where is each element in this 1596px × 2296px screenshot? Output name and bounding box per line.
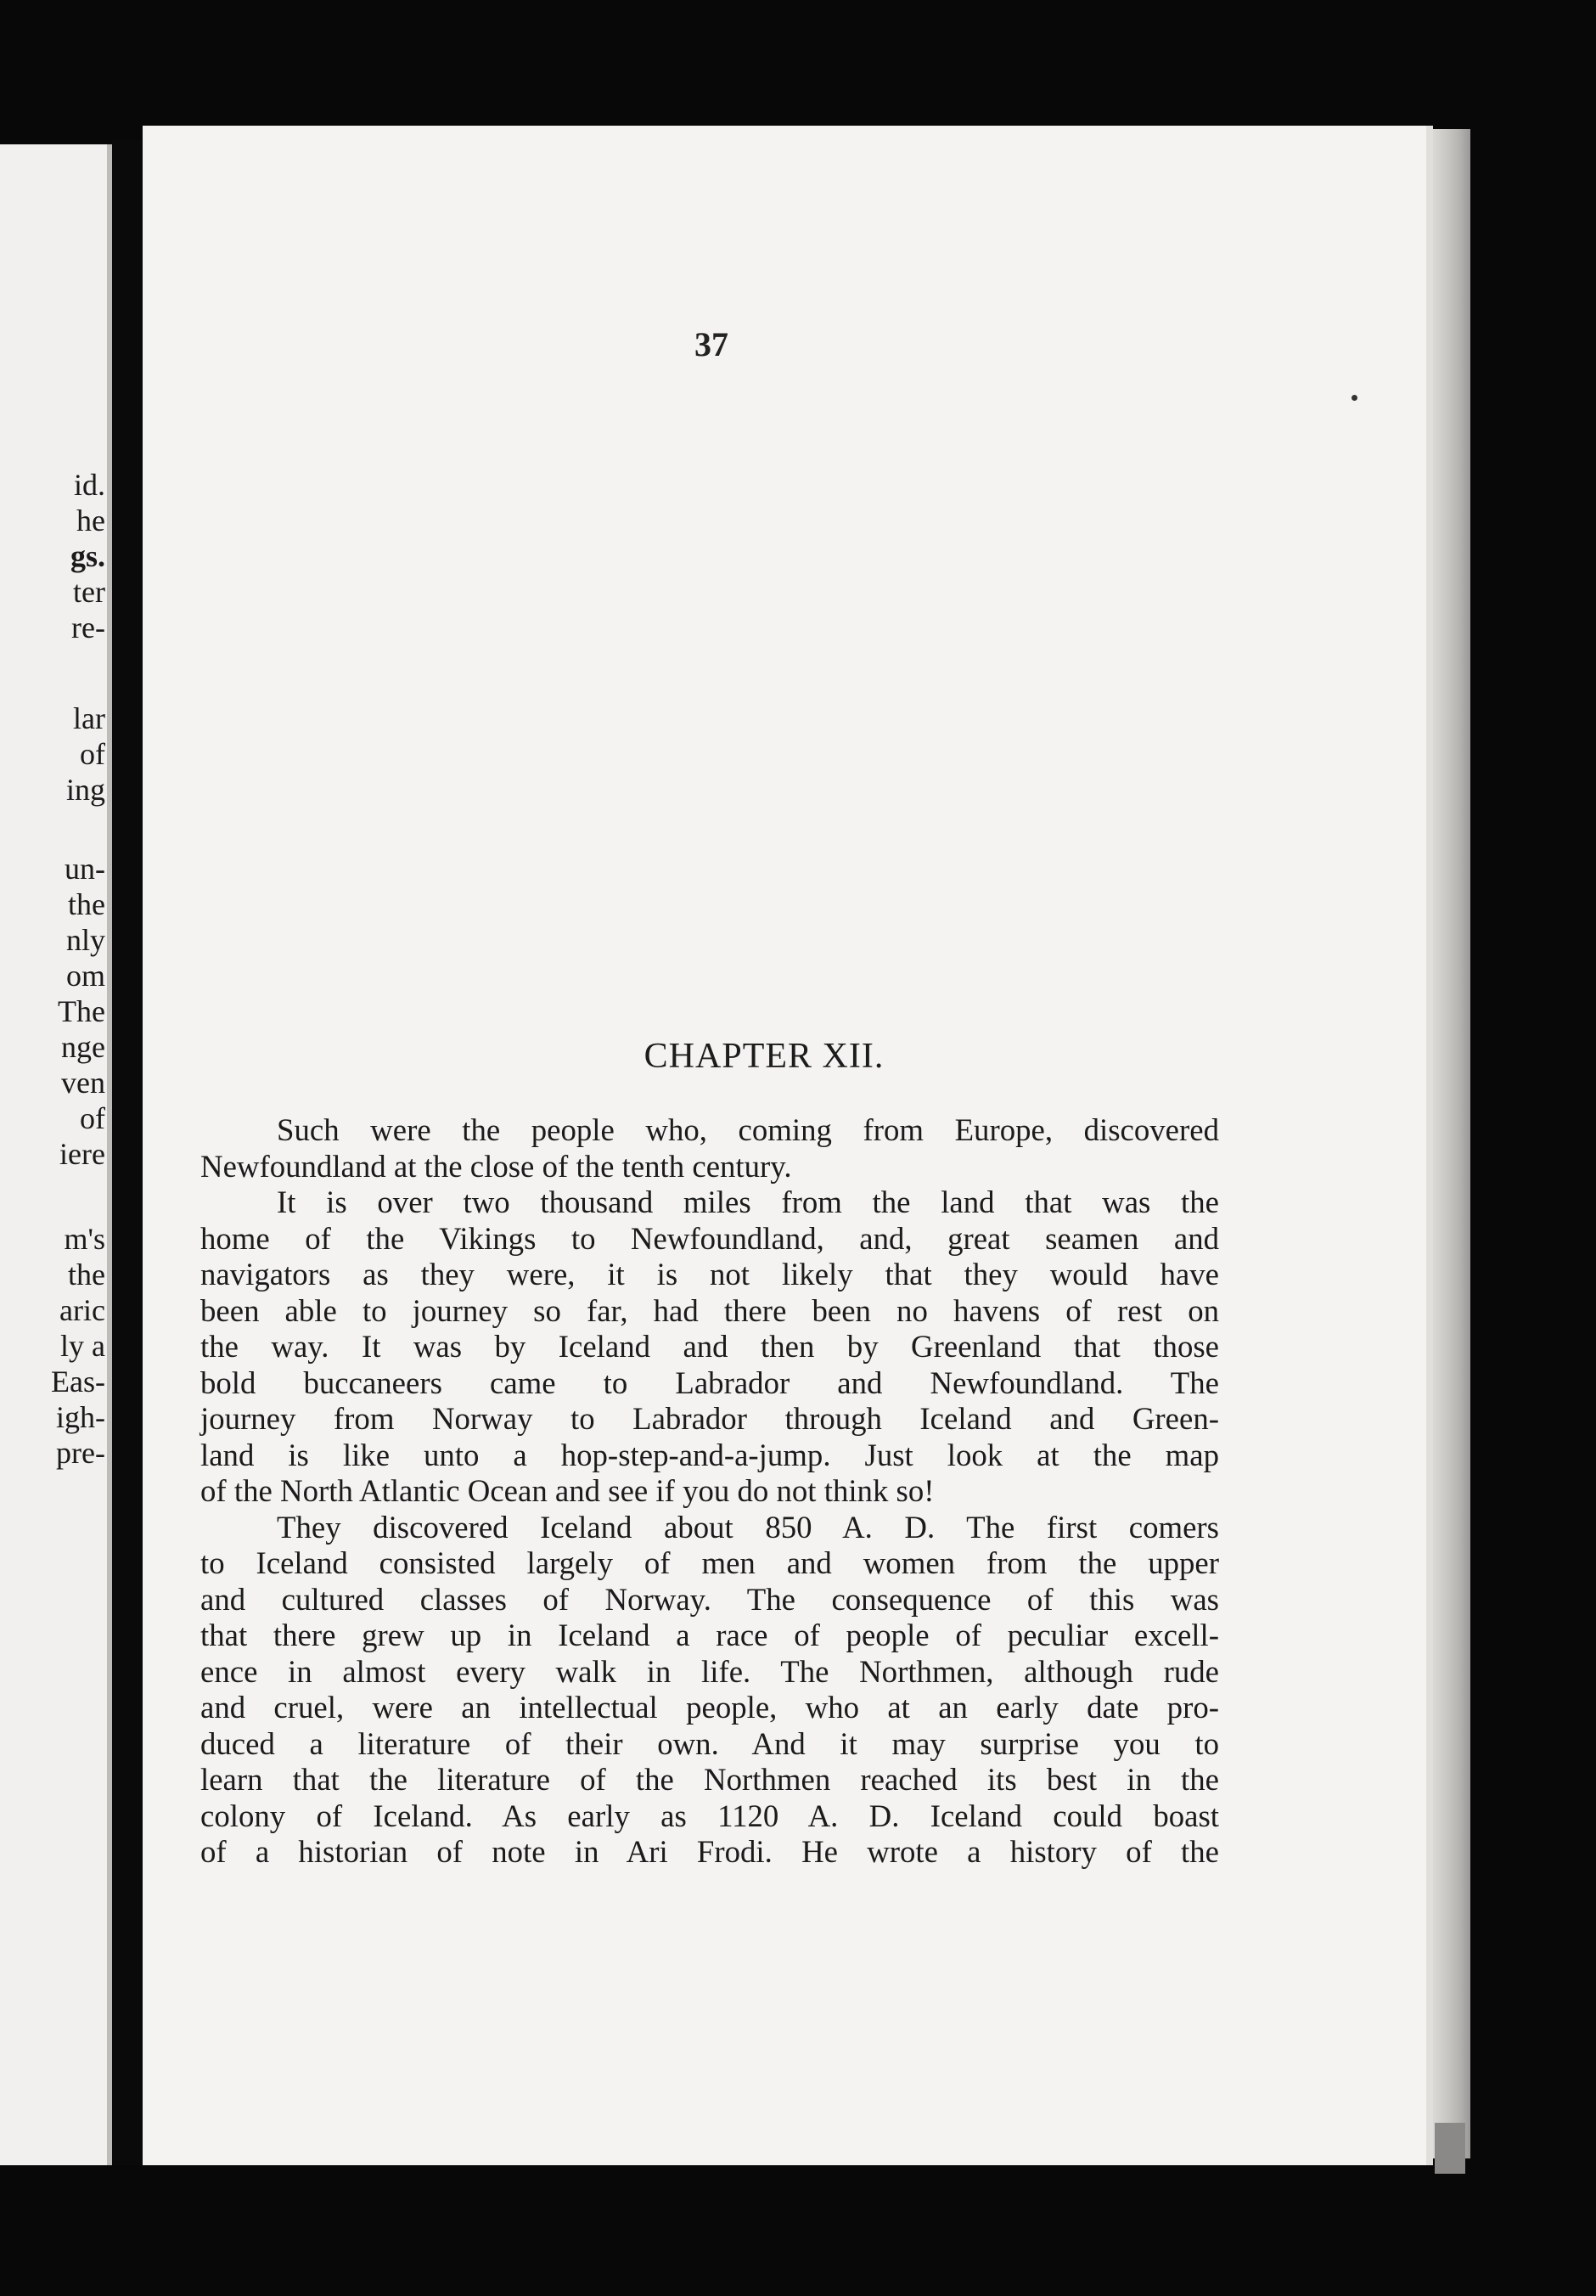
facing-fragment: ing [65, 773, 105, 807]
page-number: 37 [694, 325, 728, 363]
page-edges [1433, 129, 1470, 2158]
facing-fragment: un- [65, 852, 105, 886]
text-line: Newfoundland at the close of the tenth century. [200, 1148, 792, 1184]
text-line: the way. It was by Iceland and then by Greenland that those [200, 1329, 1219, 1364]
book-spine [112, 140, 143, 2165]
paragraph [200, 1510, 1219, 1871]
facing-fragment: ven [61, 1066, 105, 1100]
text-line: been able to journey so far, had there been no havens of rest on [200, 1292, 1219, 1328]
facing-fragment: the [68, 1258, 105, 1292]
text-line: colony of Iceland. As early as 1120 A. D. Iceland could boast [200, 1798, 1219, 1833]
facing-fragment: the [68, 887, 105, 921]
text-line: home of the Vikings to Newfoundland, and, great seamen and [200, 1220, 1219, 1256]
text-line: It is over two thousand miles from the land that was the [277, 1185, 1219, 1219]
body-text [200, 1112, 1219, 1871]
paragraph [200, 1112, 1219, 1185]
facing-fragment: nly [65, 923, 105, 957]
facing-fragment: ter [73, 575, 105, 609]
facing-fragment: The [58, 994, 105, 1028]
paragraph [200, 1185, 1219, 1510]
text-line: journey from Norway to Labrador through Iceland and Green- [200, 1401, 1219, 1436]
text-line: navigators as they were, it is not likely that they would have [200, 1257, 1219, 1292]
chapter-title [0, 1036, 1596, 1077]
facing-fragment: Eas- [51, 1365, 105, 1398]
facing-fragment: pre- [56, 1436, 105, 1470]
text-line: land is like unto a hop-step-and-a-jump. Just look at the map [200, 1437, 1219, 1472]
text-line: and cruel, were an intellectual people, who at an early date pro- [200, 1690, 1219, 1725]
text-line: bold buccaneers came to Labrador and Newfoundland. The [200, 1365, 1219, 1400]
text-line: of the North Atlantic Ocean and see if you do not think so! [200, 1473, 935, 1508]
text-line: that there grew up in Iceland a race of people of peculiar excell- [200, 1618, 1219, 1652]
chapter-title-text: CHAPTER XII. [643, 1037, 885, 1076]
facing-fragment: id. [73, 468, 105, 502]
facing-fragment: om [65, 959, 105, 993]
page-edges-shadow [1435, 2123, 1465, 2174]
text-line: of a historian of note in Ari Frodi. He wrote a history of the [200, 1834, 1219, 1869]
facing-fragment: iere [59, 1137, 105, 1171]
text-line: to Iceland consisted largely of men and women from the upper [200, 1545, 1219, 1580]
text-line: Such were the people who, coming from Europe, discovered [277, 1112, 1219, 1147]
facing-fragment: igh- [56, 1400, 105, 1434]
facing-fragment: aric [59, 1293, 105, 1327]
facing-fragment: nge [61, 1030, 105, 1064]
facing-fragment: gs. [70, 539, 105, 573]
facing-fragment: lar [73, 701, 105, 735]
facing-fragment: m's [64, 1222, 105, 1256]
text-line: They discovered Iceland about 850 A. D. The first comers [277, 1509, 1219, 1545]
text-line: duced a literature of their own. And it may surprise you to [200, 1725, 1219, 1761]
speck [1352, 395, 1357, 401]
text-line: ence in almost every walk in life. The Northmen, although rude [200, 1653, 1219, 1689]
text-line: and cultured classes of Norway. The consequence of this was [200, 1581, 1219, 1617]
facing-page [0, 144, 112, 2165]
facing-fragment: of [80, 1101, 105, 1135]
facing-fragment: re- [71, 611, 105, 644]
facing-fragment: he [76, 504, 105, 537]
text-line: learn that the literature of the Northmen reached its best in the [200, 1762, 1219, 1797]
facing-fragment: of [80, 737, 105, 771]
facing-fragment: ly a [60, 1329, 105, 1363]
